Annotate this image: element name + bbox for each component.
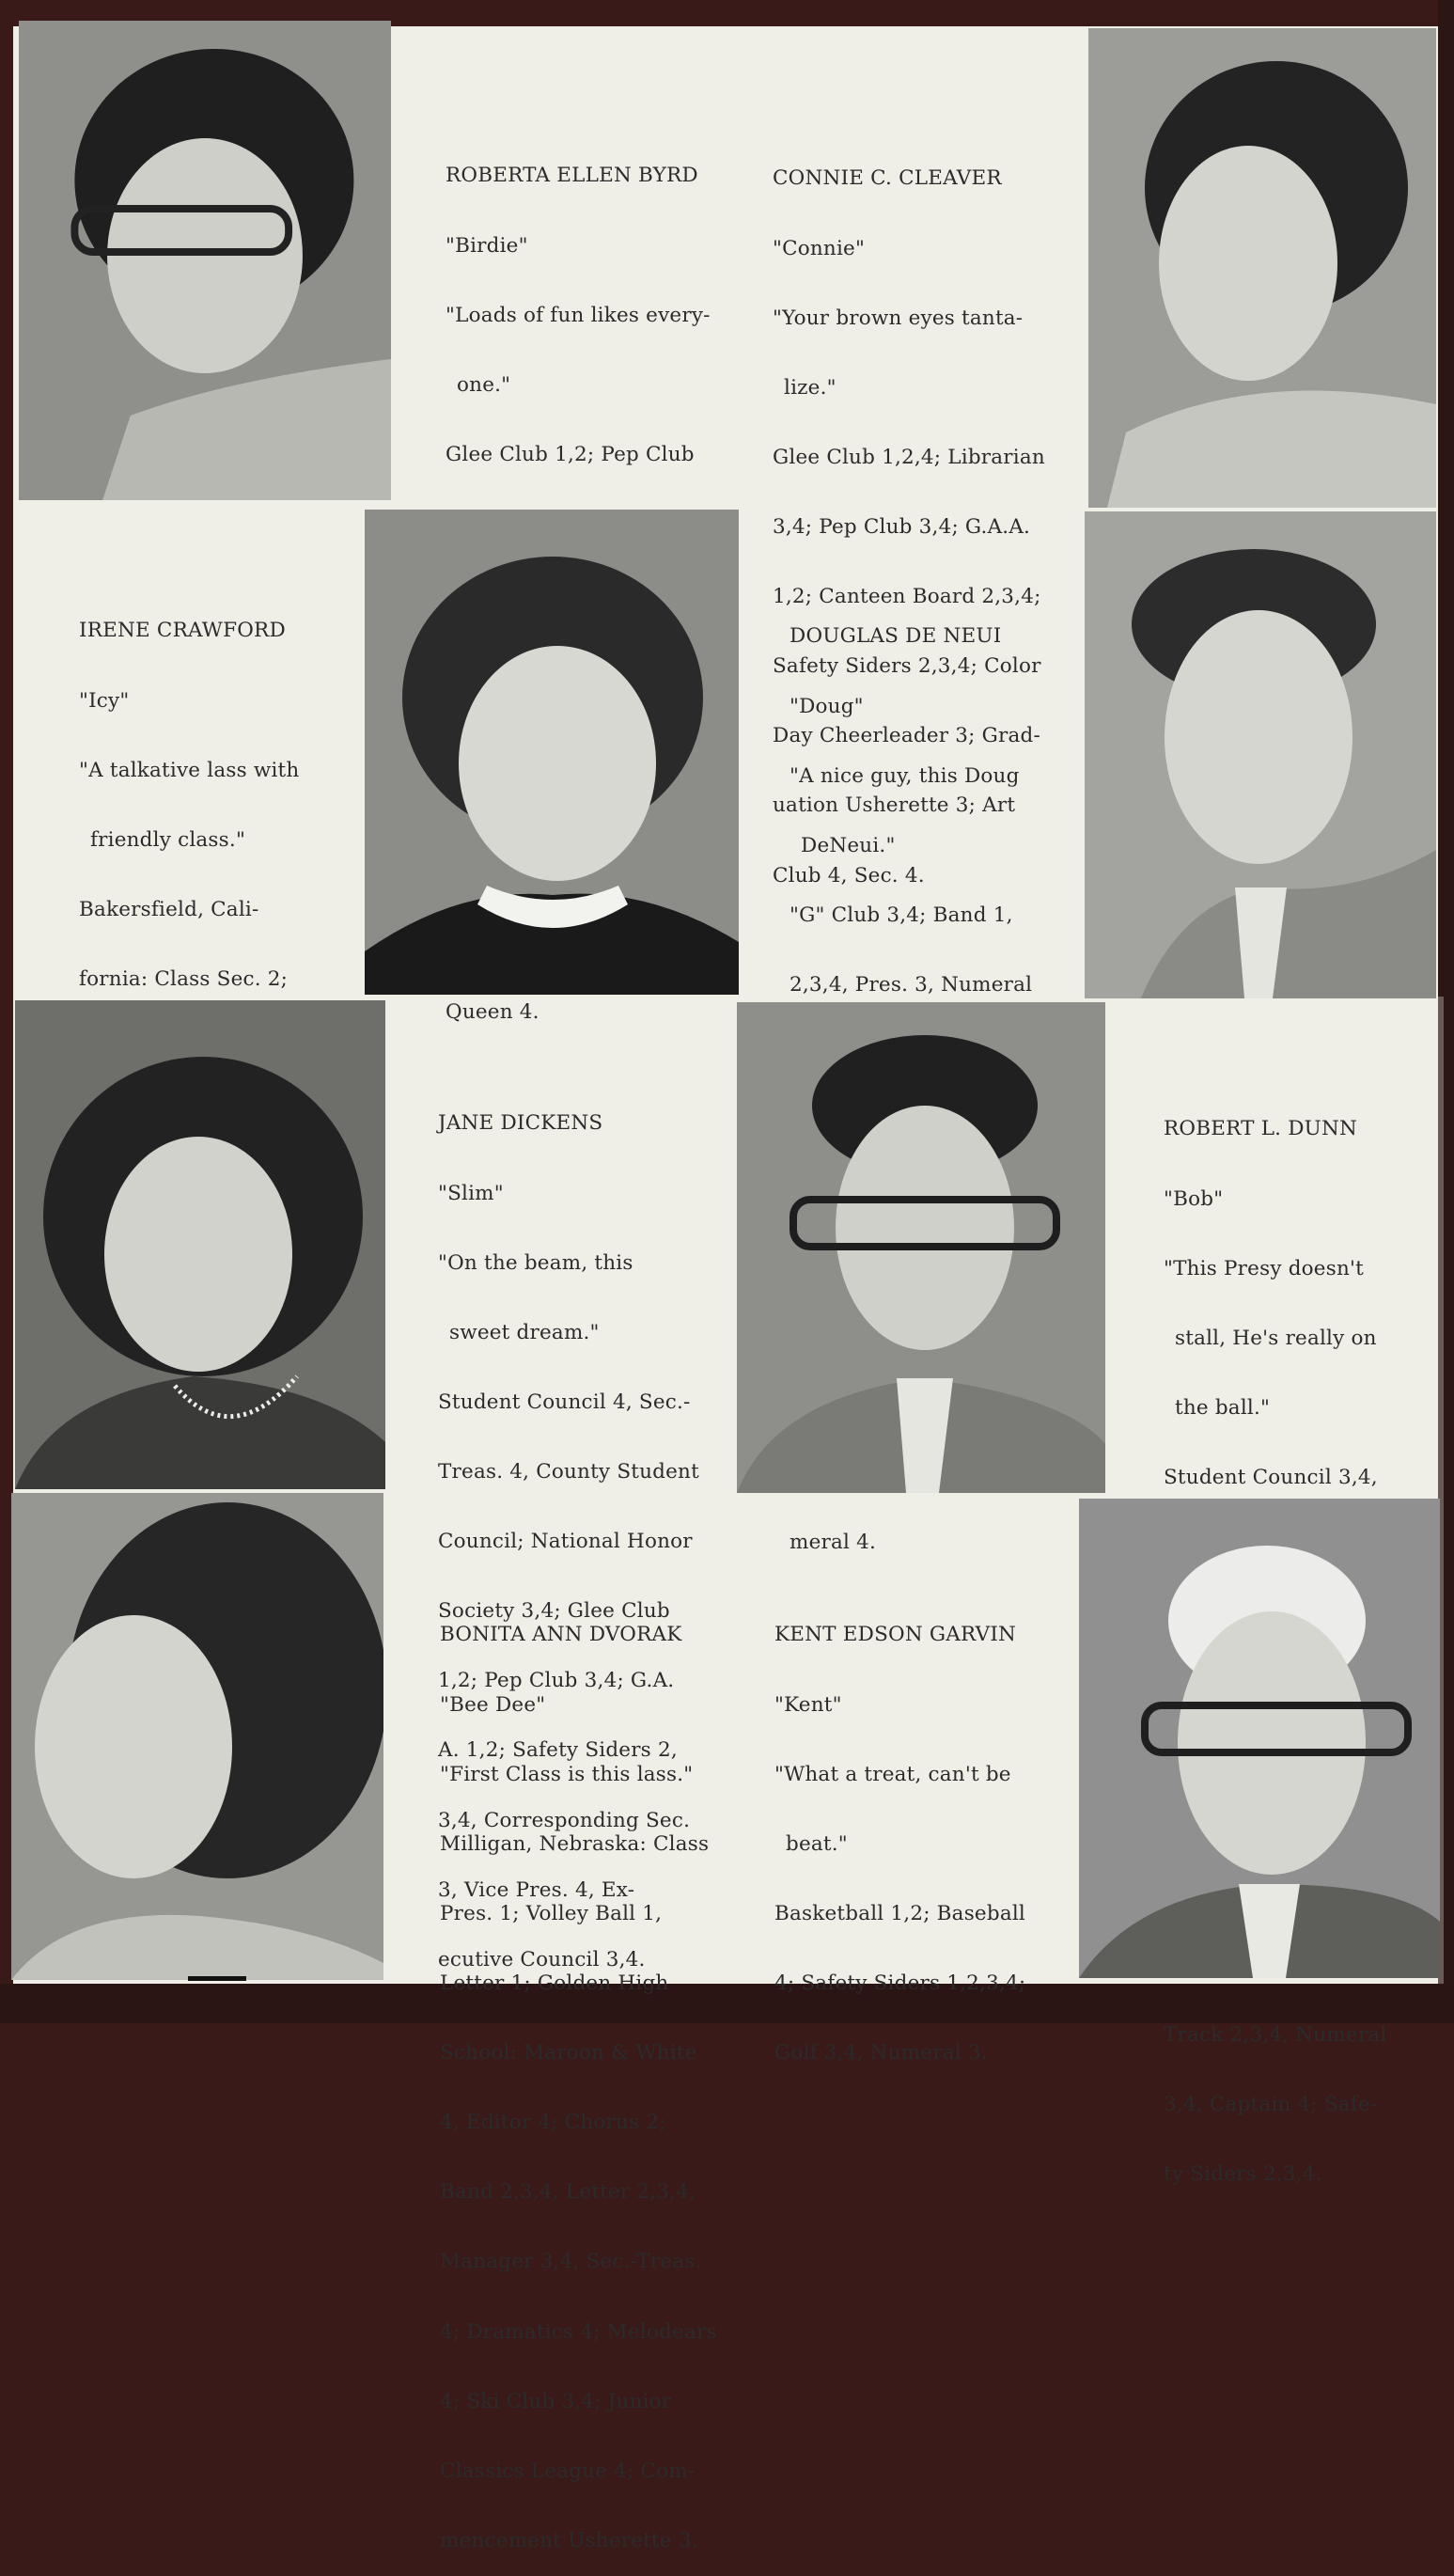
activity-line: Classics League 4; Com-	[440, 2458, 696, 2483]
activity-line: 4; Dramatics 4; Melodears	[440, 2319, 717, 2344]
activity-line: Milligan, Nebraska: Class	[440, 1831, 710, 1856]
portrait-photo-byrd	[19, 21, 391, 500]
student-nickname: "Birdie"	[446, 233, 528, 258]
student-name: DOUGLAS DE NEUI	[790, 624, 1002, 649]
student-name: KENT EDSON GARVIN	[774, 1623, 1017, 1647]
student-quote-line: lize."	[784, 375, 836, 400]
student-name: IRENE CRAWFORD	[79, 619, 286, 643]
activity-line: 2,3,4, Pres. 3, Numeral	[790, 972, 1033, 997]
activity-line: Council; National Honor	[438, 1530, 693, 1554]
activity-line: Manager 3,4, Sec.-Treas.	[440, 2250, 702, 2274]
activity-line: 1,2; Canteen Board 2,3,4;	[773, 585, 1041, 609]
activity-line: School: Maroon & White	[440, 2041, 697, 2066]
portrait-photo-dunn	[737, 1002, 1105, 1493]
activity-line: Day Cheerleader 3; Grad-	[773, 724, 1040, 748]
activity-line: 4; Safety Siders 1,2,3,4;	[774, 1971, 1026, 1995]
student-quote-line: "This Presy doesn't	[1164, 1256, 1364, 1280]
student-bio-dvorak	[440, 1578, 717, 2576]
student-quote-line: "Your brown eyes tanta-	[773, 306, 1024, 330]
student-nickname: "Kent"	[774, 1692, 842, 1717]
student-nickname: "Bee Dee"	[440, 1692, 546, 1717]
portrait-photo-dvorak	[11, 1493, 383, 1980]
activity-line: 4; Ski Club 3,4; Junior	[440, 2389, 672, 2413]
portrait-photo-cleaver	[1088, 28, 1436, 508]
page-mark	[188, 1976, 246, 1981]
student-name: ROBERT L. DUNN	[1164, 1117, 1358, 1141]
student-bio-garvin	[774, 1578, 1025, 2088]
student-quote-line: "A nice guy, this Doug	[790, 763, 1020, 788]
student-quote-line: beat."	[786, 1831, 848, 1856]
activity-line: Bakersfield, Cali-	[79, 897, 259, 921]
student-name: ROBERTA ELLEN BYRD	[446, 164, 698, 188]
activity-line: 3, Vice Pres. 4, Ex-	[438, 1877, 635, 1902]
activity-line: meral 4.	[790, 1530, 877, 1554]
student-name: JANE DICKENS	[438, 1111, 603, 1136]
activity-line: Golf 3,4, Numeral 3.	[774, 2041, 988, 2066]
activity-line: Pres. 1; Volley Ball 1,	[440, 1901, 663, 1925]
student-nickname: "Icy"	[79, 688, 130, 713]
activity-line: uation Usherette 3; Art	[773, 793, 1016, 818]
student-quote-line: stall, He's really on	[1175, 1326, 1377, 1350]
student-quote-line: the ball."	[1175, 1395, 1271, 1420]
activity-line: A. 1,2; Safety Siders 2,	[438, 1738, 678, 1763]
student-nickname: "Bob"	[1164, 1186, 1224, 1211]
activity-line: Society 3,4; Glee Club	[438, 1599, 670, 1624]
student-name: BONITA ANN DVORAK	[440, 1623, 682, 1647]
activity-line: 1,2; Pep Club 3,4; G.A.	[438, 1669, 675, 1693]
activity-line: Treas. 4, County Student	[438, 1459, 699, 1484]
student-nickname: "Doug"	[790, 694, 864, 718]
student-quote-line: "What a treat, can't be	[774, 1762, 1011, 1786]
activity-line: "G" Club 3,4; Band 1,	[790, 903, 1013, 927]
portrait-photo-garvin	[1079, 1499, 1440, 1978]
activity-line: Safety Siders 2,3,4; Color	[773, 654, 1041, 679]
activity-line: Letter 1; Golden High	[440, 1971, 669, 1995]
activity-line: Queen 4.	[446, 999, 539, 1024]
student-quote-line: "On the beam, this	[438, 1250, 633, 1275]
activity-line: ty Siders 2,3,4.	[1164, 2162, 1322, 2187]
activity-line: Student Council 3,4,	[1164, 1465, 1378, 1489]
activity-line: mencement Usherette 3.	[440, 2528, 698, 2552]
activity-line: Glee Club 1,2; Pep Club	[446, 442, 695, 466]
book-binding-edge	[1438, 0, 1454, 2023]
student-quote-line: "Loads of fun likes every-	[446, 303, 711, 327]
activity-line: Basketball 1,2; Baseball	[774, 1901, 1025, 1925]
activity-line: 4, Editor 4; Chorus 2;	[440, 2111, 666, 2135]
activity-line: ecutive Council 3,4.	[438, 1947, 646, 1971]
activity-line: Student Council 4, Sec.-	[438, 1390, 691, 1414]
activity-line: 3,4; Pep Club 3,4; G.A.A.	[773, 514, 1031, 539]
student-quote-line: "First Class is this lass."	[440, 1762, 694, 1786]
portrait-photo-deneui	[1085, 511, 1436, 998]
activity-line: fornia: Class Sec. 2;	[79, 966, 289, 991]
portrait-photo-dickens	[15, 1000, 385, 1489]
portrait-photo-crawford	[365, 510, 739, 995]
activity-line: 3,4, Captain 4; Safe-	[1164, 2092, 1378, 2116]
activity-line: Band 2,3,4, Letter 2,3,4,	[440, 2180, 696, 2205]
student-nickname: "Connie"	[773, 236, 866, 260]
student-quote-line: sweet dream."	[449, 1320, 600, 1344]
student-quote-line: friendly class."	[90, 827, 246, 852]
student-name: CONNIE C. CLEAVER	[773, 166, 1002, 191]
activity-line: Glee Club 1,2,4; Librarian	[773, 445, 1045, 469]
student-quote-line: "A talkative lass with	[79, 758, 300, 782]
activity-line: 3,4, Corresponding Sec.	[438, 1808, 691, 1832]
activity-line: Club 4, Sec. 4.	[773, 863, 925, 887]
activity-line: Track 2,3,4, Numeral	[1164, 2022, 1387, 2047]
student-nickname: "Slim"	[438, 1181, 504, 1205]
student-quote-line: DeNeui."	[801, 833, 896, 857]
student-quote-line: one."	[457, 372, 511, 397]
